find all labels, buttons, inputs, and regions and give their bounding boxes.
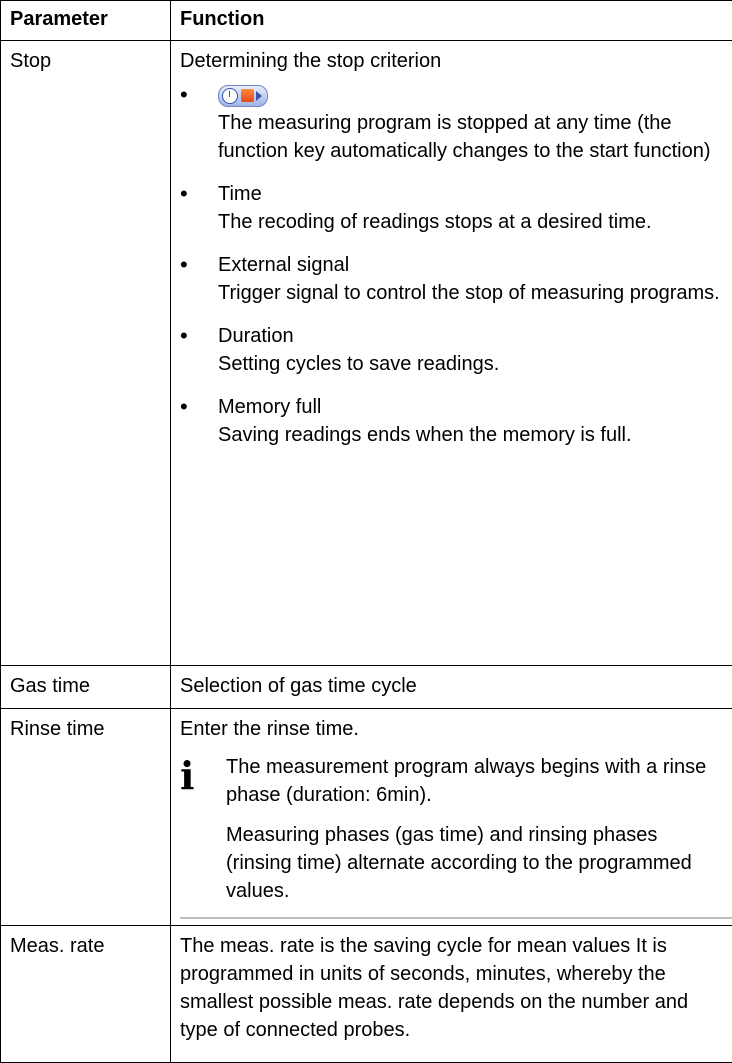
bullet: • xyxy=(180,251,188,279)
option-text: Trigger signal to control the stop of measuring programs. xyxy=(218,279,724,307)
option-title: External signal xyxy=(218,251,724,279)
function-cell xyxy=(171,41,732,666)
option-title: Memory full xyxy=(218,393,724,421)
list-item xyxy=(180,81,724,165)
parameter-cell: Rinse time xyxy=(1,709,171,926)
option-text: Setting cycles to save readings. xyxy=(218,350,724,378)
function-cell: Selection of gas time cycle xyxy=(171,666,732,709)
option-text: The recoding of readings stops at a desired time. xyxy=(218,208,724,236)
option-title: Duration xyxy=(218,322,724,350)
stop-function-key-icon xyxy=(218,85,268,107)
list-item xyxy=(180,251,724,307)
bullet: • xyxy=(180,180,188,208)
table-row xyxy=(1,709,732,926)
function-cell xyxy=(171,709,732,926)
option-title: Time xyxy=(218,180,724,208)
option-text: The measuring program is stopped at any time (the function key automatically changes to the start function) xyxy=(218,109,724,165)
header-function: Function xyxy=(171,1,732,41)
header-parameter: Parameter xyxy=(1,1,171,41)
parameter-cell: Meas. rate xyxy=(1,926,171,1063)
rinse-description: Enter the rinse time. xyxy=(180,715,724,743)
stop-description: Determining the stop criterion xyxy=(180,47,724,75)
table-row xyxy=(1,41,732,666)
info-icon: i xyxy=(180,753,226,917)
note-text-1: The measurement program always begins with a rinse phase (duration: 6min). xyxy=(226,753,724,809)
bullet: • xyxy=(180,322,188,350)
note-divider xyxy=(180,917,732,919)
list-item xyxy=(180,393,724,449)
function-cell: The meas. rate is the saving cycle for mean values It is programmed in units of seconds, minutes, whereby the smallest possible meas. rate depends on the number and type of connected probes. xyxy=(171,926,732,1063)
bullet: • xyxy=(180,393,188,421)
table-header-row xyxy=(1,1,732,41)
list-item xyxy=(180,322,724,378)
info-note xyxy=(180,753,724,917)
table-row xyxy=(1,926,732,1063)
parameter-cell: Stop xyxy=(1,41,171,666)
table-row xyxy=(1,666,732,709)
parameter-cell: Gas time xyxy=(1,666,171,709)
option-text: Saving readings ends when the memory is full. xyxy=(218,421,724,449)
note-text-2: Measuring phases (gas time) and rinsing phases (rinsing time) alternate according to the programmed values. xyxy=(226,821,724,905)
bullet: • xyxy=(180,81,188,109)
stop-options-list xyxy=(180,81,724,449)
list-item xyxy=(180,180,724,236)
